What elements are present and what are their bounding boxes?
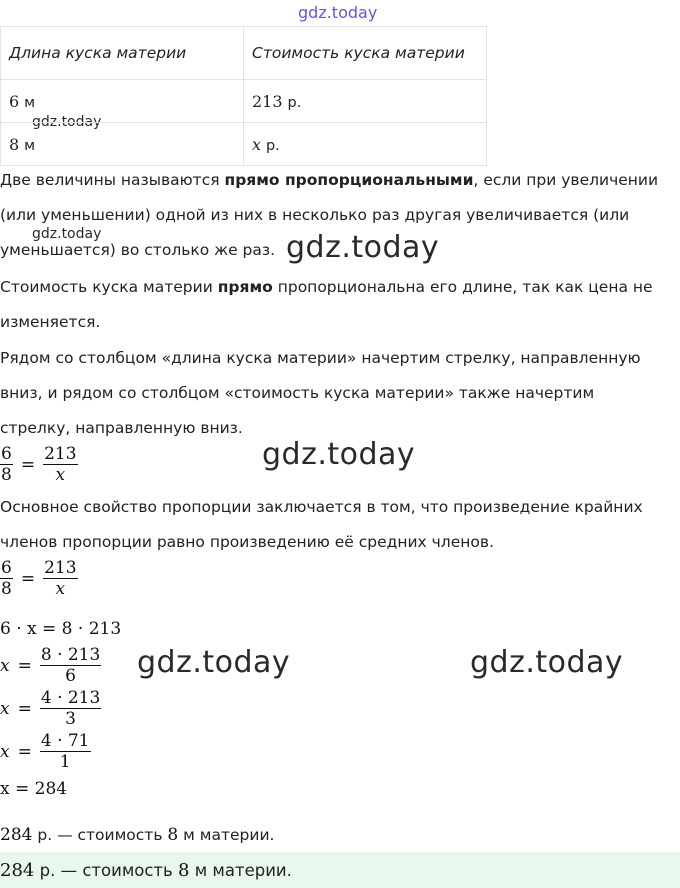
variable-x: x	[0, 698, 10, 719]
numerator: 8 · 213	[40, 645, 101, 665]
property-line-1: Основное свойство пропорции заключается в том, что произведение крайних	[0, 498, 643, 516]
cost-line-1	[0, 270, 680, 305]
numerator: 213	[44, 558, 77, 578]
property-line-2: членов пропорции равно произведению её средних членов.	[0, 533, 494, 551]
definition-text: , если при увеличении	[473, 171, 659, 189]
equals-sign: =	[17, 741, 32, 762]
length-unit: м	[24, 137, 36, 154]
variable-x: x	[0, 741, 10, 762]
answer-line	[0, 860, 292, 881]
cost-value: x	[252, 134, 262, 154]
definition-line-3: уменьшается) во столько же раз.	[0, 241, 276, 259]
table-cell-cost	[244, 80, 487, 123]
definition-line-2: (или уменьшении) одной из них в несколько раз другая увеличивается (или	[0, 206, 630, 224]
result-number: 8	[167, 825, 179, 845]
denominator: 8	[1, 465, 12, 485]
length-unit: м	[24, 94, 36, 111]
fraction-right	[43, 444, 77, 485]
property-paragraph	[0, 490, 680, 560]
variable-x: x	[0, 655, 10, 676]
watermark-small-2: gdz.today	[32, 226, 102, 242]
definition-line-1	[0, 163, 680, 198]
step-2	[0, 645, 101, 686]
definition-paragraph	[0, 163, 680, 268]
step-3	[0, 688, 101, 729]
denominator: 1	[40, 751, 91, 772]
cost-unit: р.	[265, 137, 280, 154]
cost-value: 213	[252, 91, 283, 111]
watermark-large-4: gdz.today	[470, 645, 624, 680]
arrows-line-2: вниз, и рядом со столбцом «стоимость куска материи» также начертим	[0, 384, 595, 402]
result-number: 284	[0, 825, 33, 845]
step-5: x = 284	[0, 779, 68, 799]
table-cell-length	[1, 123, 244, 166]
denominator: x	[43, 464, 77, 485]
numerator: 213	[44, 444, 77, 464]
watermark-large-1: gdz.today	[286, 230, 440, 265]
table-row	[1, 123, 487, 166]
table-header-row	[1, 27, 487, 80]
fraction	[40, 688, 101, 729]
length-value: 6	[9, 91, 20, 111]
proportion-2	[0, 558, 78, 599]
definition-text: Две величины называются	[0, 171, 225, 189]
fraction-right	[43, 558, 77, 599]
definition-bold-term: прямо пропорциональными	[224, 171, 474, 189]
proportion-1	[0, 444, 78, 485]
table-header-cost: Стоимость куска материи	[244, 27, 487, 80]
equals-sign: =	[17, 698, 32, 719]
length-value: 8	[9, 134, 20, 154]
fraction	[40, 731, 91, 772]
denominator: 8	[1, 579, 12, 599]
arrows-line-1: Рядом со столбцом «длина куска материи» начертим стрелку, направленную	[0, 349, 641, 367]
equals-sign: =	[20, 454, 36, 475]
numerator: 4 · 213	[40, 688, 101, 708]
denominator: 3	[40, 708, 101, 729]
answer-number: 284	[0, 860, 35, 881]
data-table	[0, 26, 487, 166]
fraction-left	[0, 444, 13, 485]
step-4	[0, 731, 91, 772]
cost-bold-term: прямо	[217, 278, 273, 296]
arrows-paragraph	[0, 341, 680, 446]
step-1: 6 · x = 8 · 213	[0, 619, 122, 639]
watermark-top: gdz.today	[298, 3, 378, 22]
fraction	[40, 645, 101, 686]
denominator: x	[43, 578, 77, 599]
cost-text: пропорциональна его длине, так как цена не	[272, 278, 653, 296]
watermark-large-2: gdz.today	[262, 437, 416, 472]
equals-sign: =	[20, 568, 36, 589]
denominator: 6	[40, 665, 101, 686]
result-text: м материи.	[178, 826, 275, 844]
arrows-line-3: стрелку, направленную вниз.	[0, 419, 243, 437]
answer-box	[0, 852, 680, 888]
table-header-length: Длина куска материи	[1, 27, 244, 80]
answer-text: м материи.	[189, 861, 292, 880]
numerator: 4 · 71	[40, 731, 90, 751]
equals-sign: =	[17, 655, 32, 676]
result-text: р. — стоимость	[32, 826, 168, 844]
fraction-left	[0, 558, 13, 599]
result-line	[0, 825, 274, 845]
table-row	[1, 80, 487, 123]
cost-line-2: изменяется.	[0, 313, 101, 331]
table-cell-cost	[244, 123, 487, 166]
watermark-small-1: gdz.today	[32, 114, 102, 130]
cost-text: Стоимость куска материи	[0, 278, 218, 296]
cost-unit: р.	[287, 94, 302, 111]
cost-paragraph	[0, 270, 680, 340]
answer-number: 8	[178, 860, 190, 881]
numerator: 6	[1, 444, 12, 464]
table-cell-length	[1, 80, 244, 123]
watermark-large-3: gdz.today	[137, 645, 291, 680]
numerator: 6	[1, 558, 12, 578]
answer-text: р. — стоимость	[34, 861, 179, 880]
